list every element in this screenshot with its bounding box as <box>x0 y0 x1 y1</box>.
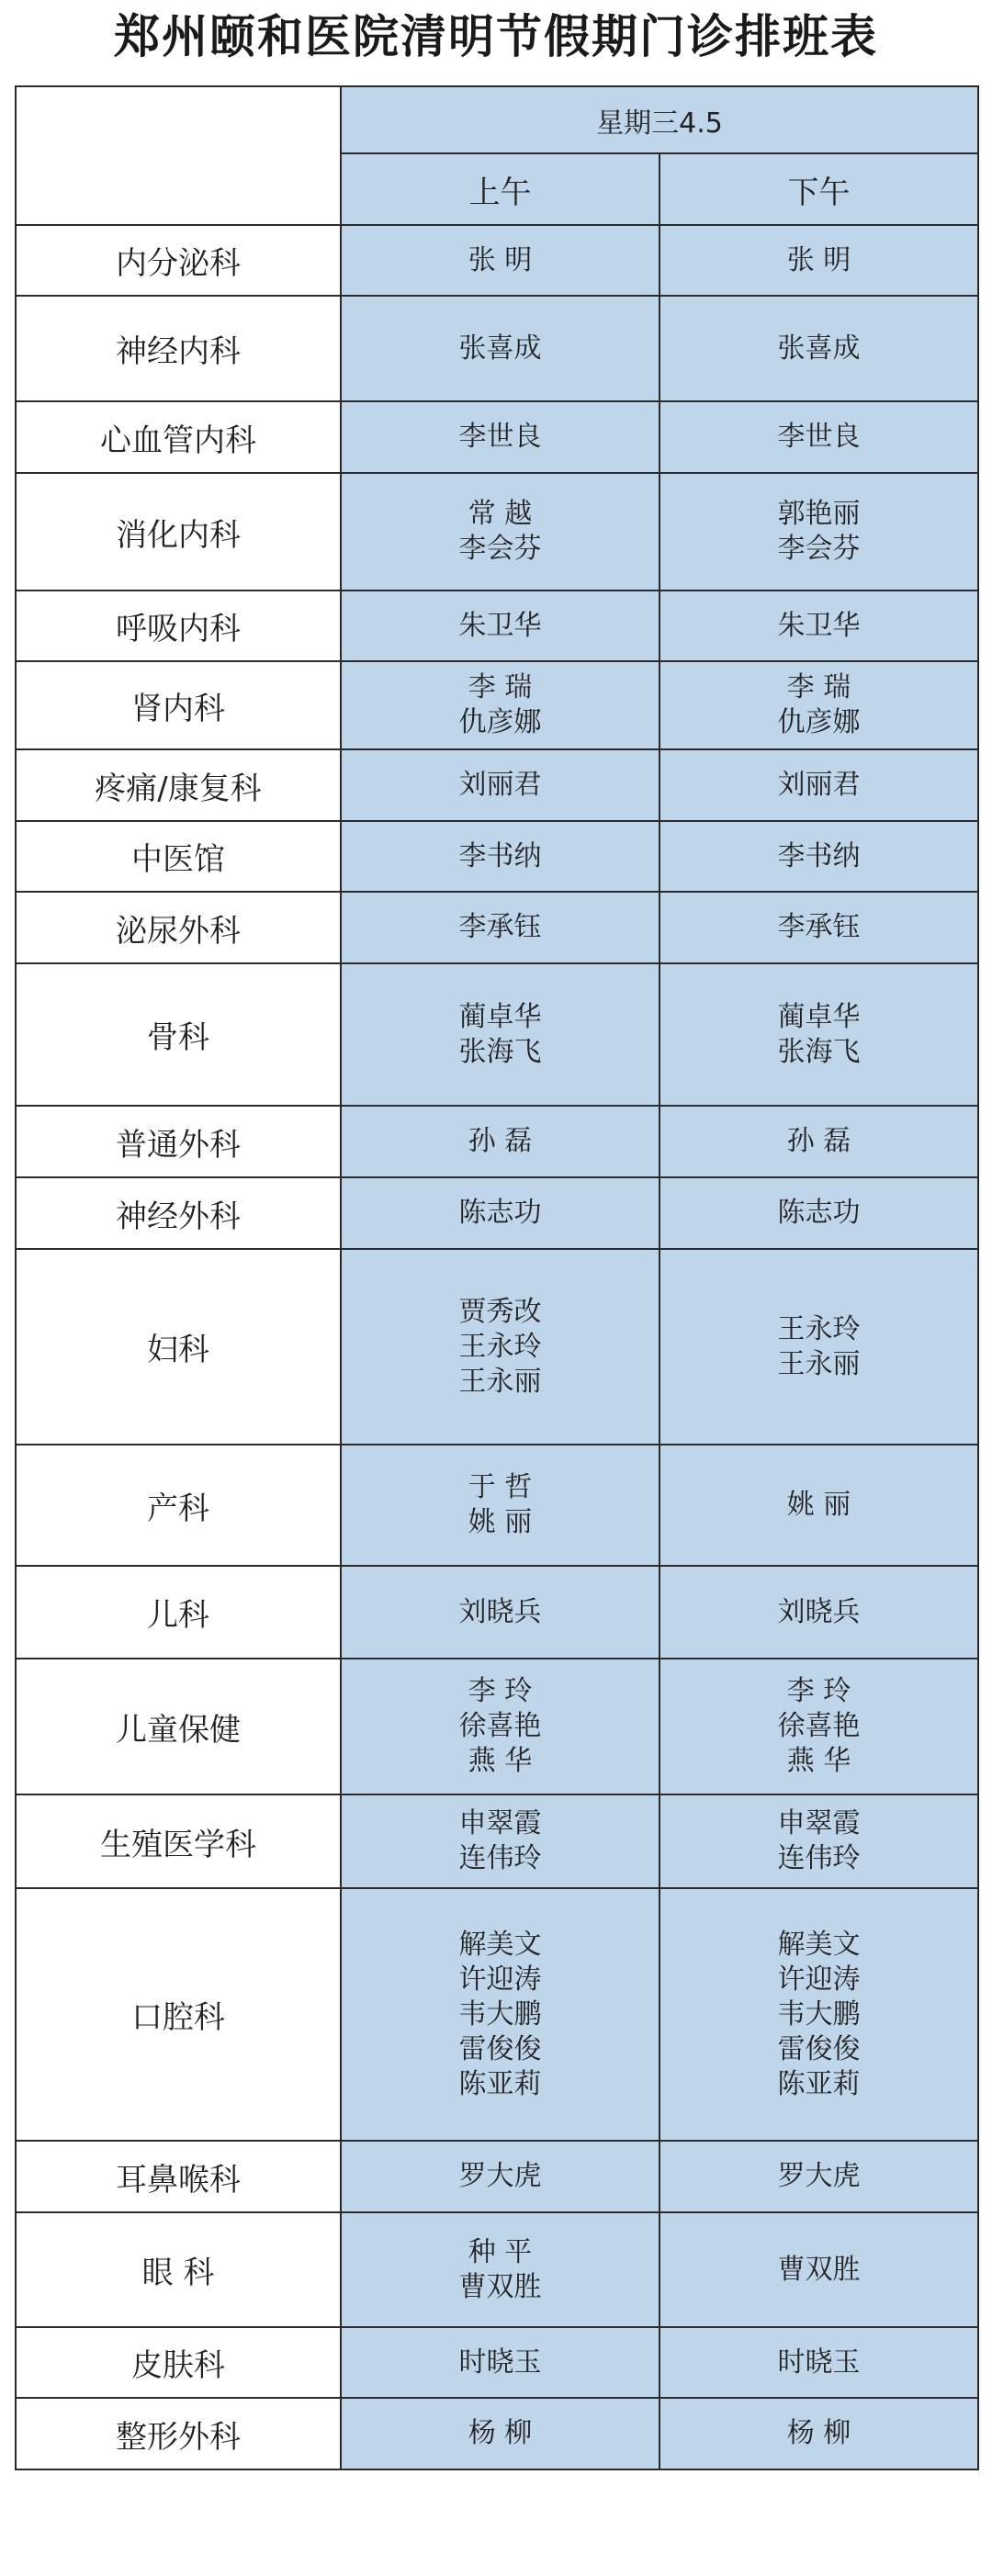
schedule-table <box>15 85 979 2470</box>
department-cell: 神经内科 <box>16 296 341 401</box>
doctor-name: 申翠霞 <box>458 1807 542 1839</box>
am-doctors-cell <box>341 661 659 749</box>
department-cell: 心血管内科 <box>16 401 341 473</box>
table-row <box>16 2327 978 2398</box>
doctor-name: 许迎涛 <box>777 1963 861 1996</box>
doctor-name: 贾秀改 <box>458 1295 542 1328</box>
department-cell: 整形外科 <box>16 2398 341 2469</box>
pm-doctors-cell <box>659 661 978 749</box>
table-row <box>16 591 978 661</box>
table-row <box>16 1566 978 1659</box>
table-row <box>16 1445 978 1566</box>
table-row <box>16 1888 978 2141</box>
am-doctors-cell <box>341 591 659 661</box>
am-doctors-cell <box>341 2212 659 2327</box>
header-date-row <box>16 86 978 153</box>
doctor-name: 李承钰 <box>777 911 861 943</box>
doctor-name: 蔺卓华 <box>777 1000 861 1033</box>
doctor-name: 李承钰 <box>458 911 542 943</box>
doctor-name: 徐喜艳 <box>777 1710 861 1742</box>
doctor-name: 孙 磊 <box>786 1125 851 1157</box>
doctor-name: 常 越 <box>468 498 533 530</box>
department-cell: 消化内科 <box>16 473 341 591</box>
pm-doctors-cell <box>659 1794 978 1888</box>
doctor-name: 张海飞 <box>777 1035 861 1068</box>
pm-doctors-cell <box>659 1566 978 1659</box>
pm-doctors-cell <box>659 1106 978 1177</box>
doctor-name: 李会芬 <box>458 533 542 565</box>
doctor-name: 于 哲 <box>468 1471 533 1503</box>
pm-doctors-cell <box>659 2212 978 2327</box>
pm-doctors-cell <box>659 1445 978 1566</box>
doctor-name: 仇彦娜 <box>458 706 542 738</box>
doctor-name: 李 瑞 <box>468 671 533 703</box>
doctor-name: 杨 柳 <box>468 2417 533 2449</box>
department-cell: 泌尿外科 <box>16 892 341 963</box>
doctor-name: 刘晓兵 <box>777 1595 861 1628</box>
doctor-name: 连伟玲 <box>777 1842 861 1874</box>
pm-doctors-cell <box>659 963 978 1106</box>
doctor-name: 蔺卓华 <box>458 1000 542 1033</box>
doctor-name: 张喜成 <box>458 332 542 365</box>
doctor-name: 韦大鹏 <box>458 1997 542 2030</box>
doctor-name: 徐喜艳 <box>458 1710 542 1742</box>
table-row <box>16 1794 978 1888</box>
am-doctors-cell <box>341 2327 659 2398</box>
am-doctors-cell <box>341 1659 659 1794</box>
doctor-name: 陈亚莉 <box>777 2067 861 2100</box>
doctor-name: 刘丽君 <box>777 769 861 801</box>
doctor-name: 张喜成 <box>777 332 861 365</box>
doctor-name: 刘晓兵 <box>458 1595 542 1628</box>
department-cell: 妇科 <box>16 1249 341 1445</box>
table-row <box>16 2398 978 2469</box>
am-doctors-cell <box>341 2141 659 2212</box>
doctor-name: 杨 柳 <box>786 2417 851 2449</box>
doctor-name: 陈志功 <box>777 1197 861 1229</box>
department-cell: 儿科 <box>16 1566 341 1659</box>
pm-doctors-cell <box>659 225 978 296</box>
doctor-name: 时晓玉 <box>458 2345 542 2379</box>
department-cell: 生殖医学科 <box>16 1794 341 1888</box>
doctor-name: 孙 磊 <box>468 1125 533 1157</box>
am-doctors-cell <box>341 401 659 473</box>
pm-doctors-cell <box>659 2398 978 2469</box>
doctor-name: 时晓玉 <box>777 2345 861 2379</box>
am-doctors-cell <box>341 225 659 296</box>
table-row <box>16 749 978 821</box>
am-doctors-cell <box>341 749 659 821</box>
doctor-name: 张海飞 <box>458 1035 542 1068</box>
am-doctors-cell <box>341 296 659 401</box>
doctor-name: 连伟玲 <box>458 1842 542 1874</box>
table-row <box>16 1177 978 1249</box>
doctor-name: 罗大虎 <box>458 2160 542 2192</box>
am-doctors-cell <box>341 1177 659 1249</box>
doctor-name: 陈志功 <box>458 1197 542 1229</box>
department-cell: 皮肤科 <box>16 2327 341 2398</box>
pm-doctors-cell <box>659 401 978 473</box>
am-doctors-cell <box>341 1794 659 1888</box>
table-row <box>16 1249 978 1445</box>
doctor-name: 王永玲 <box>458 1330 542 1363</box>
doctor-name: 韦大鹏 <box>777 1997 861 2030</box>
doctor-name: 仇彦娜 <box>777 706 861 738</box>
table-row <box>16 473 978 591</box>
doctor-name: 李 玲 <box>786 1675 851 1707</box>
am-doctors-cell <box>341 2398 659 2469</box>
doctor-name: 解美文 <box>458 1928 542 1961</box>
table-row <box>16 401 978 473</box>
doctor-name: 朱卫华 <box>777 609 861 642</box>
doctor-name: 李世良 <box>777 421 861 453</box>
doctor-name: 雷俊俊 <box>458 2032 542 2065</box>
table-row <box>16 963 978 1106</box>
doctor-name: 燕 华 <box>786 1745 851 1777</box>
department-cell: 中医馆 <box>16 821 341 892</box>
pm-doctors-cell <box>659 296 978 401</box>
doctor-name: 姚 丽 <box>786 1489 851 1521</box>
am-doctors-cell <box>341 1106 659 1177</box>
department-cell: 口腔科 <box>16 1888 341 2141</box>
table-row <box>16 225 978 296</box>
table-row <box>16 2141 978 2212</box>
am-doctors-cell <box>341 963 659 1106</box>
doctor-name: 申翠霞 <box>777 1807 861 1839</box>
department-cell: 呼吸内科 <box>16 591 341 661</box>
pm-doctors-cell <box>659 749 978 821</box>
doctor-name: 姚 丽 <box>468 1506 533 1538</box>
doctor-name: 李会芬 <box>777 533 861 565</box>
doctor-name: 李 玲 <box>468 1675 533 1707</box>
pm-doctors-cell <box>659 1888 978 2141</box>
doctor-name: 种 平 <box>468 2235 533 2268</box>
pm-doctors-cell <box>659 2327 978 2398</box>
department-cell: 内分泌科 <box>16 225 341 296</box>
doctor-name: 陈亚莉 <box>458 2067 542 2100</box>
doctor-name: 李书纳 <box>458 839 542 872</box>
table-row <box>16 1106 978 1177</box>
pm-doctors-cell <box>659 892 978 963</box>
doctor-name: 曹双胜 <box>777 2253 861 2286</box>
table-row <box>16 1659 978 1794</box>
department-cell: 疼痛/康复科 <box>16 749 341 821</box>
table-row <box>16 821 978 892</box>
pm-doctors-cell <box>659 1659 978 1794</box>
doctor-name: 李 瑞 <box>786 671 851 703</box>
am-doctors-cell <box>341 1566 659 1659</box>
department-cell: 骨科 <box>16 963 341 1106</box>
pm-doctors-cell <box>659 473 978 591</box>
doctor-name: 郭艳丽 <box>777 498 861 530</box>
department-cell: 普通外科 <box>16 1106 341 1177</box>
pm-header: 下午 <box>659 153 978 225</box>
am-doctors-cell <box>341 1445 659 1566</box>
table-row <box>16 2212 978 2327</box>
pm-doctors-cell <box>659 2141 978 2212</box>
doctor-name: 张 明 <box>786 243 851 276</box>
doctor-name: 刘丽君 <box>458 769 542 801</box>
department-cell: 肾内科 <box>16 661 341 749</box>
doctor-name: 李世良 <box>458 421 542 453</box>
pm-doctors-cell <box>659 821 978 892</box>
department-cell: 眼 科 <box>16 2212 341 2327</box>
corner-cell <box>16 86 341 225</box>
doctor-name: 朱卫华 <box>458 609 542 642</box>
department-cell: 产科 <box>16 1445 341 1566</box>
pm-doctors-cell <box>659 1177 978 1249</box>
date-header: 星期三4.5 <box>341 86 978 153</box>
doctor-name: 李书纳 <box>777 839 861 872</box>
doctor-name: 王永丽 <box>458 1365 542 1398</box>
am-header: 上午 <box>341 153 659 225</box>
doctor-name: 王永丽 <box>777 1347 861 1380</box>
doctor-name: 燕 华 <box>468 1745 533 1777</box>
table-row <box>16 661 978 749</box>
am-doctors-cell <box>341 821 659 892</box>
table-row <box>16 296 978 401</box>
doctor-name: 许迎涛 <box>458 1963 542 1996</box>
page-title: 郑州颐和医院清明节假期门诊排班表 <box>114 9 878 63</box>
doctor-name: 解美文 <box>777 1928 861 1961</box>
department-cell: 耳鼻喉科 <box>16 2141 341 2212</box>
am-doctors-cell <box>341 1249 659 1445</box>
doctor-name: 雷俊俊 <box>777 2032 861 2065</box>
department-cell: 神经外科 <box>16 1177 341 1249</box>
doctor-name: 张 明 <box>468 243 533 276</box>
doctor-name: 罗大虎 <box>777 2160 861 2192</box>
pm-doctors-cell <box>659 591 978 661</box>
table-row <box>16 892 978 963</box>
pm-doctors-cell <box>659 1249 978 1445</box>
am-doctors-cell <box>341 892 659 963</box>
department-cell: 儿童保健 <box>16 1659 341 1794</box>
doctor-name: 曹双胜 <box>458 2270 542 2303</box>
doctor-name: 王永玲 <box>777 1312 861 1345</box>
am-doctors-cell <box>341 473 659 591</box>
am-doctors-cell <box>341 1888 659 2141</box>
